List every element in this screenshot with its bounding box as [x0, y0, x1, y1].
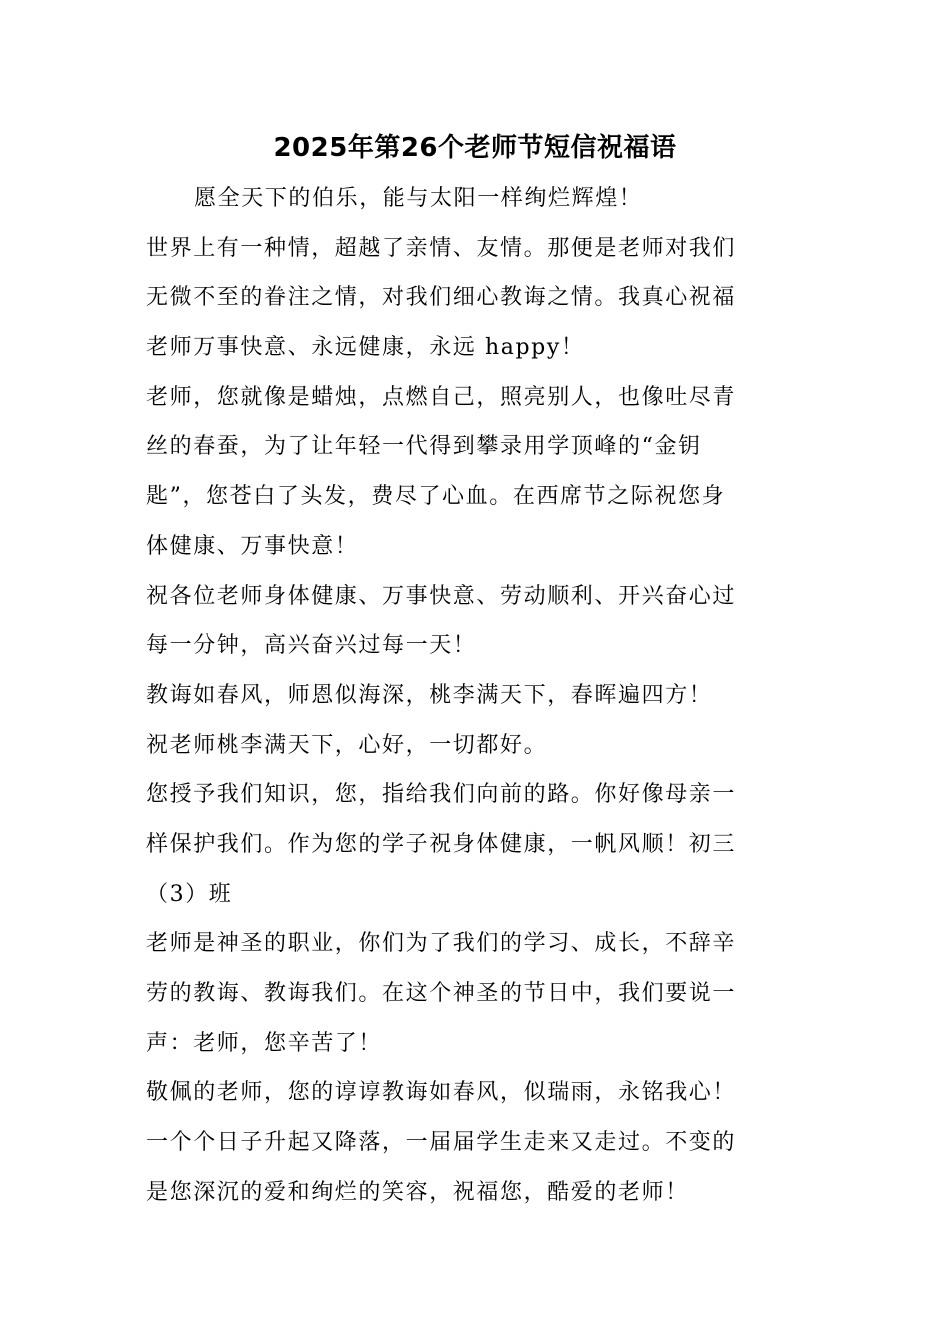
text-line: 无微不至的眷注之情，对我们细心教诲之情。我真心祝福 — [146, 285, 737, 311]
text-line: 丝的春蚕，为了让年轻一代得到攀录用学顶峰的“金钥 — [146, 434, 702, 460]
document-title: 2025年第26个老师节短信祝福语 — [273, 133, 677, 163]
text-line: 世界上有一种情，超越了亲情、友情。那便是老师对我们 — [146, 235, 737, 261]
text-line: 敬佩的老师，您的谆谆教诲如春风，似瑞雨，永铭我心！ — [146, 1080, 737, 1106]
text-line: 每一分钟，高兴奋兴过每一天！ — [146, 633, 477, 659]
text-line: 祝老师桃李满天下，心好，一切都好。 — [146, 732, 548, 758]
text-line: 您授予我们知识，您，指给我们向前的路。你好像母亲一 — [146, 782, 737, 808]
text-line: 老师，您就像是蜡烛，点燃自己，照亮别人，也像吐尽青 — [146, 384, 737, 410]
text-line: 样保护我们。作为您的学子祝身体健康，一帆风顺！初三 — [146, 831, 737, 857]
text-line: 声：老师，您辛苦了！ — [146, 1030, 383, 1056]
text-line: 劳的教诲、教诲我们。在这个神圣的节日中，我们要说一 — [146, 981, 737, 1006]
text-line: 老师是神圣的职业，你们为了我们的学习、成长，不辞辛 — [146, 931, 737, 957]
text-line: 是您深沉的爱和绚烂的笑容，祝福您，酷爱的老师！ — [146, 1179, 689, 1205]
text-line: 教诲如春风，师恩似海深，桃李满天下，春晖遍四方！ — [146, 682, 713, 708]
text-line: 祝各位老师身体健康、万事快意、劳动顺利、开兴奋心过 — [146, 583, 737, 609]
text-line: 体健康、万事快意！ — [146, 533, 359, 559]
document-body — [146, 174, 786, 1217]
text-line: 愿全天下的伯乐，能与太阳一样绚烂辉煌！ — [194, 186, 643, 211]
text-line: （3）班 — [146, 881, 233, 907]
text-line: 匙”，您苍白了头发，费尽了心血。在西席节之际祝您身 — [146, 484, 726, 510]
text-line: 一个个日子升起又降落，一届届学生走来又走过。不变的 — [146, 1130, 737, 1156]
text-line: 老师万事快意、永远健康，永远 happy！ — [146, 335, 585, 361]
